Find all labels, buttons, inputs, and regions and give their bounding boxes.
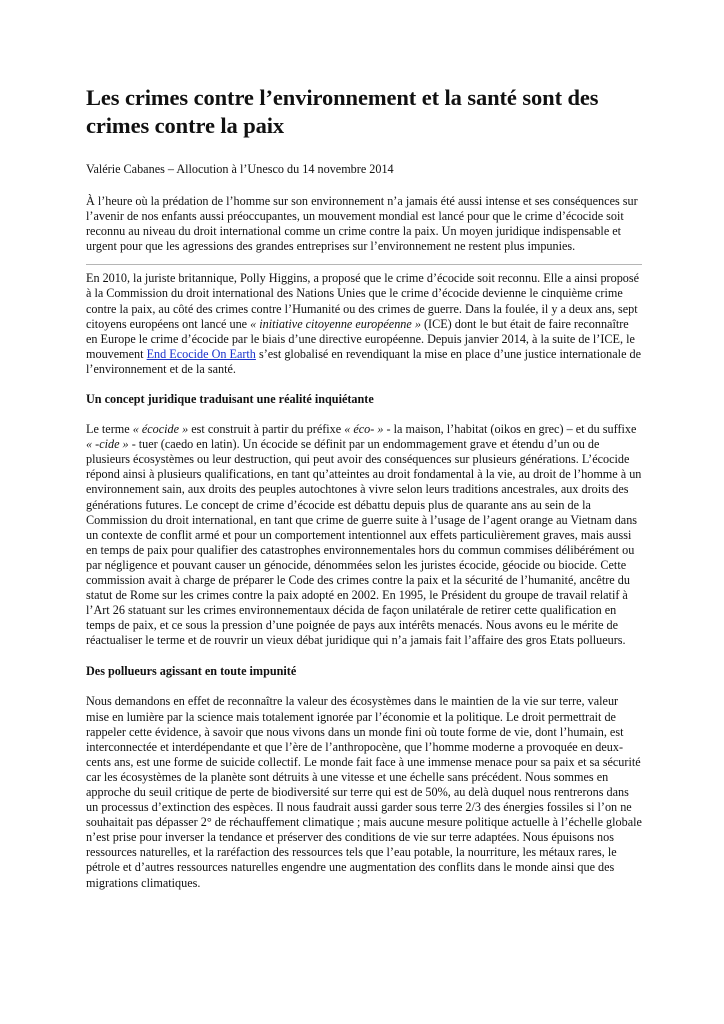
text-run: est construit à partir du préfixe [188, 422, 345, 437]
section-heading-concept: Un concept juridique traduisant une réalité inquiétante [86, 392, 374, 407]
text-run: En 2010, la juriste britannique, Polly Higgins, a proposé que le crime d’écocide soit reconnu. Elle a ainsi proposé à la Commission du droit international des Nations Unies que le crime d’écocide devienne le cinquième crime contre la paix, au côté des crimes contre l’Humanité ou des crimes de guerre. Dans la foulée, il y a deux ans, sept citoyens européens ont lancé une [86, 271, 640, 331]
text-run: - la maison, l’habitat (oikos en grec) – et du suffixe [383, 422, 637, 437]
document-page [86, 84, 642, 891]
article-byline: Valérie Cabanes – Allocution à l’Unesco du 14 novembre 2014 [86, 162, 394, 176]
intro-paragraph: À l’heure où la prédation de l’homme sur son environnement n’a jamais été aussi intense et ses conséquences sur l’avenir de nos enfants aussi préoccupantes, un mouvement mondial est lancé pour que le crime d’écocide soit reconnu au niveau du droit international comme un crime contre la paix. Un moyen juridique indispensable et urgent pour que les agressions des grandes entreprises sur l’environnement ne restent plus impunies. [86, 194, 638, 254]
italic-run: « écocide » [132, 422, 189, 437]
italic-run: « éco- » [344, 422, 384, 437]
text-run: (ICE) dont le but était de faire reconnaître en Europe le crime d’écocide par le biais d’une directive européenne. Depuis janvier 2014, à la suite de l’ICE, le mouvement [86, 316, 635, 361]
text-run: s’est globalisé en revendiquant la mise en place d’une justice internationale de l’environnement et de la santé. [86, 346, 642, 376]
section-heading-polluters: Des pollueurs agissant en toute impunité [86, 664, 297, 679]
text-run: Le terme [86, 422, 133, 437]
paragraph-concept [86, 422, 642, 648]
italic-run: « -cide » [86, 437, 129, 452]
text-run: - tuer (caedo en latin). Un écocide se définit par un endommagement grave et étendu d’un ou de plusieurs écosystèmes ou leur destruction, qui peut avoir des conséquences sur plusieurs générations. L’écocide répond ainsi à plusieurs qualifications, en tant qu’atteintes au droit fondamental à la vie, au droit de l’homme à un environnement sain, aux droits des peuples autochtones à vivre selon leurs traditions ancestrales, aux droits des générations futures. Le concept de crime d’écocide est débattu depuis plus de quarante ans au sein de la Commission du droit international, en tant que crime de guerre suite à l’usage de l’agent orange au Vietnam dans un contexte de conflit armé et pour un comportement intentionnel aux effets particulièrement graves, mais aussi en temps de paix pour qualifier des catastrophes environnementales hors du commun commises délibérément ou par négligence et pouvant causer un génocide, dénommées selon les juristes écocide, géocide ou biocide. Cette commission avait à charge de préparer le Code des crimes contre la paix et la sécurité de l’humanité, ancêtre du statut de Rome sur les crimes contre la paix adopté en 2002. En 1995, le Président du groupe de travail relatif à l’Art 26 statuant sur les crimes environnementaux décida de façon unilatérale de retirer cette qualification en temps de paix, et ce sous la pression d’une poignée de pays aux intérêts menacés. Nous avons eu le mérite de réactualiser le terme et de rouvrir un vieux débat juridique qui n’a jamais fait l’affaire des gros Etats pollueurs. [86, 437, 642, 648]
paragraph-polluters: Nous demandons en effet de reconnaître la valeur des écosystèmes dans le maintien de la vie sur terre, valeur mise en lumière par la science mais totalement ignorée par l’économie et la politique. Le droit permettrait de rappeler cette évidence, à savoir que nous vivons dans un monde fini où toute forme de vie, dont l’humain, est interconnectée et interdépendante et que l’ère de l’anthropocène, que l’homme moderne a provoquée en deux-cents ans, est une forme de suicide collectif. Le monde fait face à une immense menace pour sa paix et sa sécurité car les écosystèmes de la planète sont détruits à une vitesse et une échelle sans précédent. Nous sommes en approche du seuil critique de perte de biodiversité sur terre qui est de 50%, au delà duquel nous rentrerons dans un processus d’extinction des espèces. Il nous faudrait aussi garder sous terre 2/3 des énergies fossiles si l’on ne souhaitait pas dépasser 2° de réchauffement climatique ; mais aucune mesure politique actuelle à l’échelle globale n’est prise pour inverser la tendance et préserver des conditions de vie sur terre adaptées. Nous épuisons nos ressources naturelles, et la raréfaction des ressources tels que l’eau potable, la nourriture, les métaux rares, le pétrole et d’autres ressources naturelles engendre une augmentation des conflits dans le monde ainsi que des migrations climatiques. [86, 694, 642, 890]
horizontal-rule [86, 264, 642, 265]
paragraph-ecocide-history [86, 271, 642, 377]
end-ecocide-link[interactable]: End Ecocide On Earth [146, 346, 256, 361]
article-title: Les crimes contre l’environnement et la santé sont des crimes contre la paix [86, 85, 599, 138]
italic-run: « initiative citoyenne européenne » [250, 316, 421, 331]
